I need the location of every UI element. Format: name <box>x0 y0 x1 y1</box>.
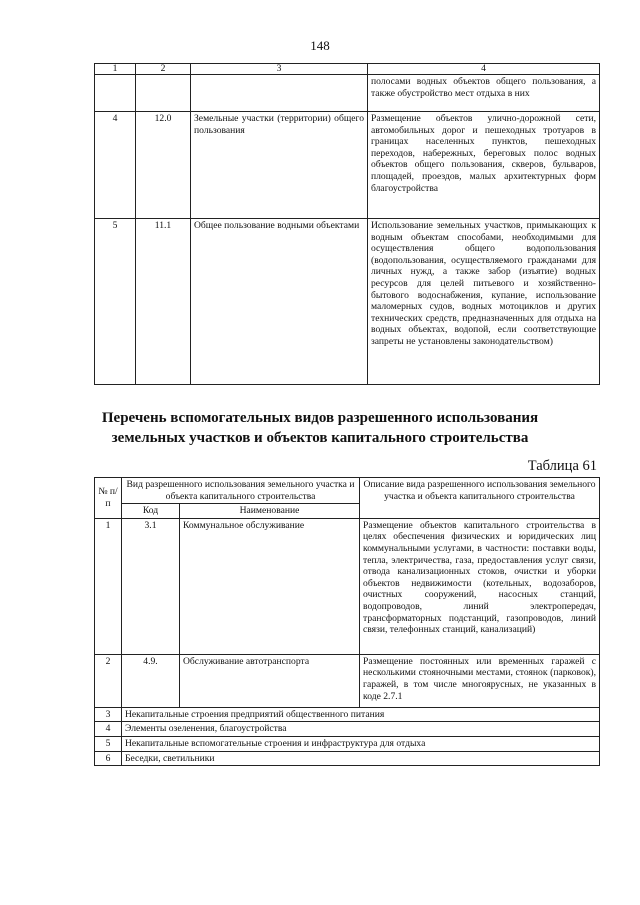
row-name: Коммунальное обслуживание <box>180 518 360 654</box>
row-name: Обслуживание автотранспорта <box>180 654 360 707</box>
row-number: 5 <box>95 736 122 751</box>
table-row <box>95 518 600 654</box>
table-row <box>95 722 600 737</box>
row-description: полосами водных объектов общего пользования, а также обустройство мест отдыха в них <box>368 75 600 112</box>
table-row <box>95 707 600 722</box>
row-text: Некапитальные строения предприятий общественного питания <box>122 707 600 722</box>
row-description: Использование земельных участков, примыкающих к водным объектам способами, необходимыми для осуществления общего водопользования (водопользования, осуществляемого гражданами для личных нужд, а также забор (изъятие) водных ресурсов для целей питьевого и хозяйственно-бытового водоснабжения, купание, использование маломерных судов, водных мотоциклов и других технических средств, предназначенных для отдыха на водных объектах, водопой, если соответствующие запреты не установлены законодательством) <box>368 219 600 385</box>
table-row <box>95 751 600 766</box>
table-row <box>95 736 600 751</box>
table-row <box>95 219 600 385</box>
row-text: Некапитальные вспомогательные строения и инфраструктура для отдыха <box>122 736 600 751</box>
table-row <box>95 654 600 707</box>
table-header-row <box>95 64 600 75</box>
col-header-1: 1 <box>95 64 136 75</box>
row-text: Элементы озеленения, благоустройства <box>122 722 600 737</box>
row-number: 4 <box>95 722 122 737</box>
table-continuation <box>94 63 600 385</box>
col-header-2: 2 <box>136 64 191 75</box>
header-code: Код <box>122 504 180 519</box>
row-text: Беседки, светильники <box>122 751 600 766</box>
col-header-4: 4 <box>368 64 600 75</box>
header-num: № п/п <box>95 478 122 519</box>
row-number: 3 <box>95 707 122 722</box>
row-code: 4.9. <box>122 654 180 707</box>
header-description: Описание вида разрешенного использования земельного участка и объекта капитального строительства <box>360 478 600 519</box>
section-title <box>0 408 640 448</box>
col-header-3: 3 <box>191 64 368 75</box>
table-header-row <box>95 478 600 504</box>
row-number: 1 <box>95 518 122 654</box>
row-description: Размещение объектов капитального строительства в целях обеспечения физических и юридических лиц коммунальными услугами, в частности: поставки воды, тепла, электричества, газа, предоставления услуг связи, отвода канализационных стоков, очистки и уборки объектов недвижимости (котельных, водозаборов, очистных сооружений, насосных станций, водопроводов, линий электропередач, трансформаторных подстанций, газопроводов, линий связи, телефонных станций, канализаций) <box>360 518 600 654</box>
table-label: Таблица 61 <box>527 458 597 474</box>
section-title-line2: земельных участков и объектов капитального строительства <box>111 430 529 446</box>
table-row <box>95 112 600 219</box>
table-row <box>95 75 600 112</box>
row-number: 2 <box>95 654 122 707</box>
page-number: 148 <box>310 38 330 53</box>
row-description: Размещение объектов улично-дорожной сети, автомобильных дорог и пешеходных тротуаров в границах населенных пунктов, пешеходных переходов, набережных, береговых полос водных объектов общего пользования, скверов, бульваров, площадей, проездов, малых архитектурных форм благоустройства <box>368 112 600 219</box>
row-name: Земельные участки (территории) общего пользования <box>191 112 368 219</box>
header-name: Наименование <box>180 504 360 519</box>
row-name: Общее пользование водными объектами <box>191 219 368 385</box>
row-number: 5 <box>95 219 136 385</box>
row-code: 3.1 <box>122 518 180 654</box>
row-code: 11.1 <box>136 219 191 385</box>
section-title-line1: Перечень вспомогательных видов разрешенного использования <box>101 410 539 426</box>
row-number: 6 <box>95 751 122 766</box>
row-number: 4 <box>95 112 136 219</box>
header-group: Вид разрешенного использования земельного участка и объекта капитального строительства <box>122 478 360 504</box>
row-description: Размещение постоянных или временных гаражей с несколькими стояночными местами, стоянок (парковок), гаражей, в том числе многоярусных, не указанных в коде 2.7.1 <box>360 654 600 707</box>
table-auxiliary-uses <box>94 477 600 766</box>
row-code: 12.0 <box>136 112 191 219</box>
